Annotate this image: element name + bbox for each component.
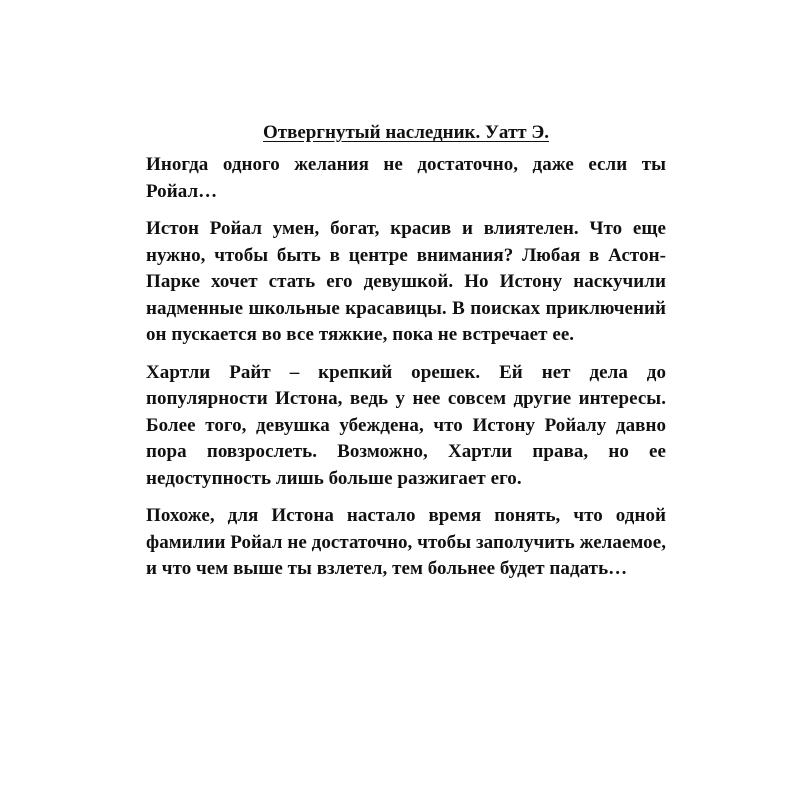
document-body — [146, 120, 666, 583]
document-title: Отвергнутый наследник. Уатт Э. — [263, 122, 549, 143]
paragraph-conclusion: Похоже, для Истона настало время понять, что одной фамилии Ройал не достаточно, чтобы заполучить желаемое, и что чем выше ты взлетел, тем больнее будет падать… — [146, 505, 666, 579]
paragraph-hartley: Хартли Райт – крепкий орешек. Ей нет дела до популярности Истона, ведь у нее совсем другие интересы. Более того, девушка убеждена, что Истону Ройалу давно пора повзрослеть. Возможно, Хартли права, но ее недоступность лишь больше разжигает его. — [146, 361, 666, 489]
paragraph-easton: Истон Ройал умен, богат, красив и влиятелен. Что еще нужно, чтобы быть в центре внимания? Любая в Астон-Парке хочет стать его девушкой. Но Истону наскучили надменные школьные красавицы. В поисках приключений он пускается во все тяжкие, пока не встречает ее. — [146, 218, 666, 345]
paragraph-intro: Иногда одного желания не достаточно, даже если ты Ройал… — [146, 154, 666, 202]
